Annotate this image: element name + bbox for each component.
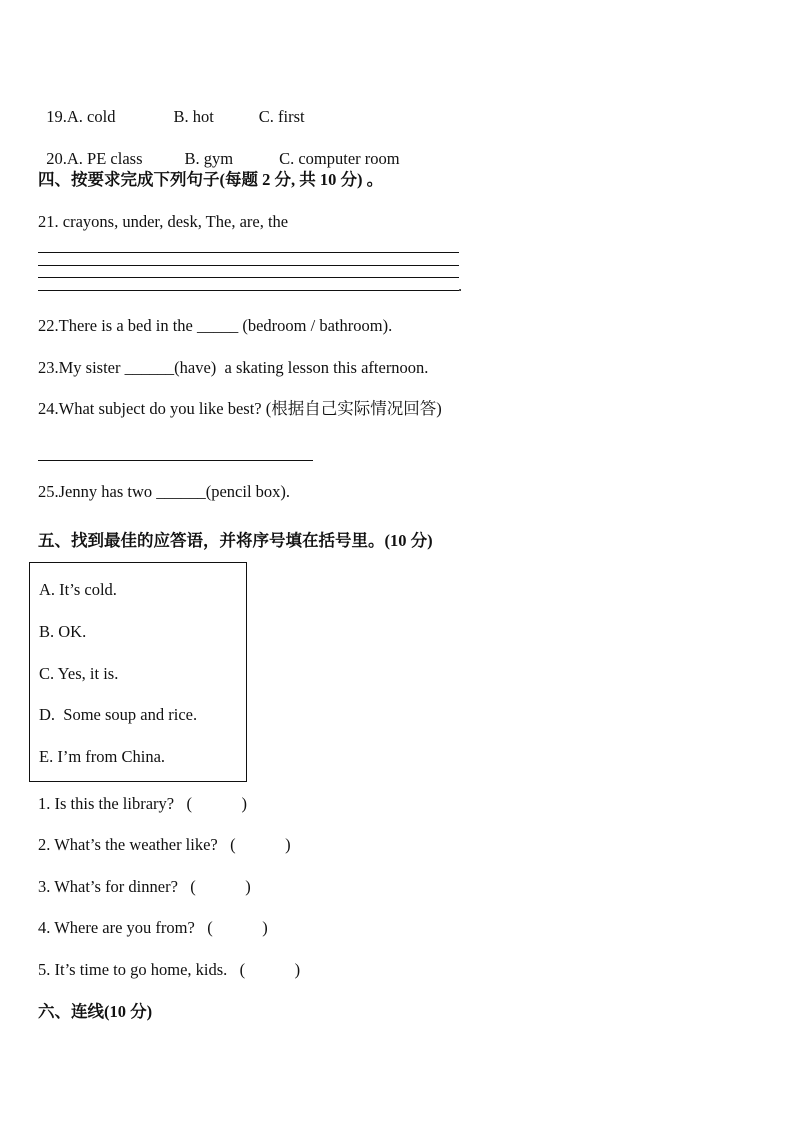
q21-end-period: . (458, 276, 463, 295)
section-4-heading: 四、按要求完成下列句子(每题 2 分, 共 10 分) 。 (38, 170, 384, 189)
q20-number: 20. (46, 149, 67, 168)
section-6-heading: 六、连线(10 分) (38, 1002, 153, 1021)
question-20 (38, 129, 400, 169)
q19-number: 19. (46, 107, 67, 126)
option-e: E. I’m from China. (39, 747, 166, 766)
answer-options-box (29, 562, 247, 782)
question-25: 25.Jenny has two ______(pencil box). (38, 482, 291, 501)
match-question-2[interactable]: 2. What’s the weather like? ( ) (38, 835, 291, 854)
q24-answer-line[interactable] (38, 460, 313, 461)
question-21: 21. crayons, under, desk, The, are, the (38, 212, 289, 231)
match-question-4[interactable]: 4. Where are you from? ( ) (38, 918, 268, 937)
option-b: B. OK. (39, 622, 87, 641)
question-24: 24.What subject do you like best? (根据自己实际情况回答) (38, 399, 442, 418)
match-question-5[interactable]: 5. It’s time to go home, kids. ( ) (38, 960, 301, 979)
q19-option-c: C. first (258, 107, 305, 126)
option-a: A. It’s cold. (39, 580, 117, 599)
section-5-heading: 五、找到最佳的应答语，并将序号填在括号里。(10 分) (38, 531, 433, 550)
q20-option-c: C. computer room (279, 149, 400, 168)
answer-line-4[interactable] (38, 290, 459, 291)
answer-line-2[interactable] (38, 265, 459, 266)
q20-option-b: B. gym (184, 149, 234, 168)
match-question-1[interactable]: 1. Is this the library? ( ) (38, 794, 247, 813)
answer-line-1[interactable] (38, 252, 459, 253)
question-19 (38, 87, 305, 127)
question-23: 23.My sister ______(have) a skating lesson this afternoon. (38, 358, 429, 377)
q20-option-a: A. PE class (66, 149, 143, 168)
question-22: 22.There is a bed in the _____ (bedroom / bathroom). (38, 316, 393, 335)
q19-option-a: A. cold (66, 107, 116, 126)
match-question-3[interactable]: 3. What’s for dinner? ( ) (38, 877, 251, 896)
answer-line-3[interactable] (38, 277, 459, 278)
option-d: D. Some soup and rice. (39, 705, 198, 724)
q19-option-b: B. hot (173, 107, 214, 126)
option-c: C. Yes, it is. (39, 664, 119, 683)
